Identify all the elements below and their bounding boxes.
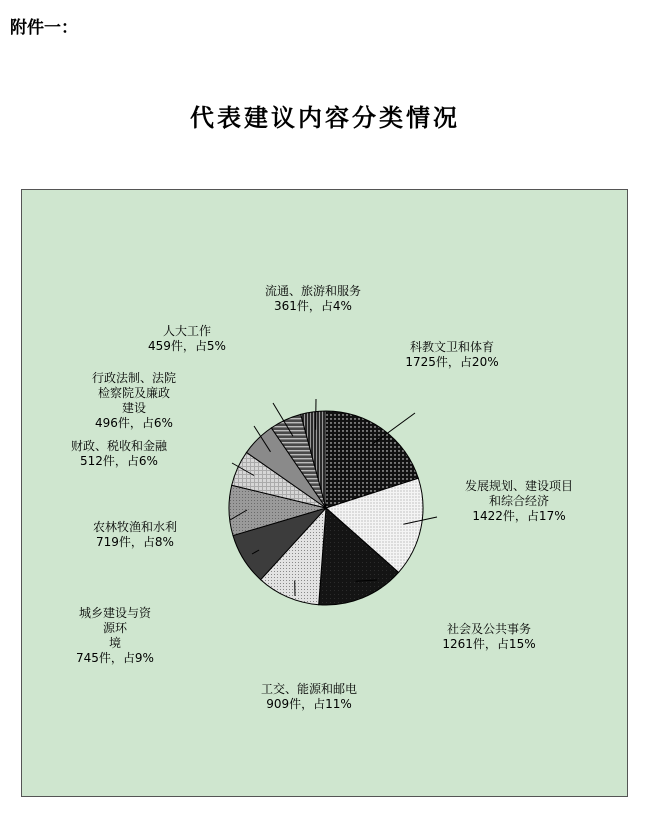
page-title: 代表建议内容分类情况	[190, 103, 460, 132]
pie-slices	[229, 411, 423, 605]
slice-label-5: 城乡建设与资源环境 745件，占9%	[76, 606, 154, 665]
slice-label-2: 发展规划、建设项目和综合经济 1422件，占17%	[464, 479, 574, 523]
slice-label-7: 财政、税收和金融 512件，占6%	[70, 439, 168, 468]
slice-label-10: 流通、旅游和服务 361件，占4%	[264, 284, 362, 313]
slice-label-4: 工交、能源和邮电 909件，占11%	[260, 682, 358, 711]
slice-label-3: 社会及公共事务 1261件，占15%	[442, 622, 536, 651]
slice-label-9: 人大工作 459件，占5%	[148, 324, 226, 353]
chart-panel	[21, 189, 628, 797]
slice-label-1: 科教文卫和体育 1725件，占20%	[405, 340, 499, 369]
attachment-label: 附件一：	[10, 18, 78, 38]
slice-label-8: 行政法制、法院检察院及廉政建设 496件，占6%	[91, 371, 177, 430]
pie-chart	[22, 190, 629, 798]
slice-label-6: 农林牧渔和水利 719件，占8%	[92, 520, 178, 549]
